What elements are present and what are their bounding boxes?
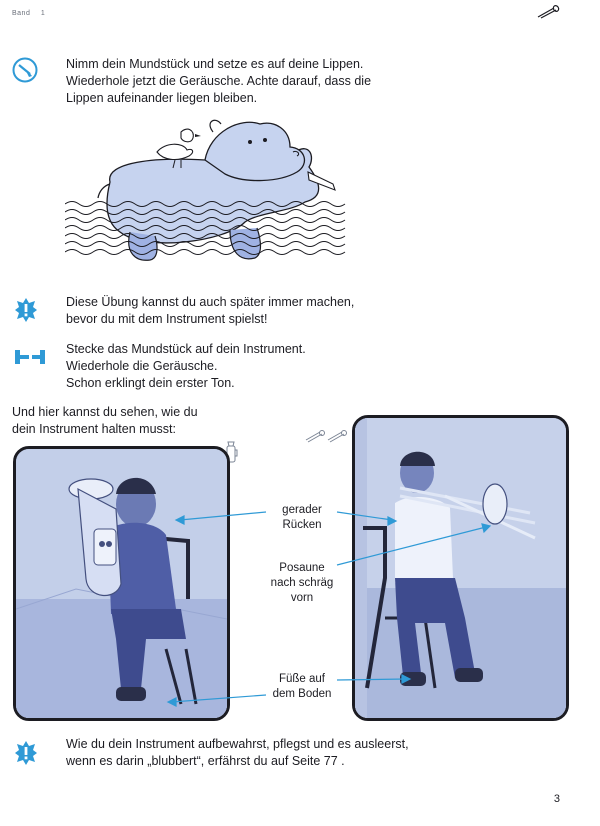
exclamation-icon (14, 740, 38, 771)
band-label: Band (12, 10, 31, 17)
label-line: vorn (290, 592, 314, 604)
text-line: Wiederhole jetzt die Geräusche. Achte darauf, dass die (66, 74, 372, 88)
label-line: gerader (282, 504, 322, 516)
text-line: wenn es darin „blubbert“, erfährst du auf Seite 77 . (66, 754, 345, 768)
band-number: 1 (40, 10, 46, 17)
text-line: bevor du mit dem Instrument spielst! (66, 312, 268, 326)
text-line: Wie du dein Instrument aufbewahrst, pflegst und es ausleerst, (66, 737, 409, 751)
text-line: Lippen aufeinander liegen bleiben. (66, 91, 258, 105)
text-line: Und hier kannst du sehen, wie du (12, 405, 198, 419)
text-line: Wiederhole die Geräusche. (66, 359, 218, 373)
text-line: Nimm dein Mundstück und setze es auf deine Lippen. (66, 57, 364, 71)
storage-reference-text (66, 736, 409, 770)
page-number: 3 (553, 793, 560, 805)
text-line: Diese Übung kannst du auch später immer machen, (66, 295, 355, 309)
text-line: Stecke das Mundstück auf dein Instrument. (66, 342, 306, 356)
trombone-label (252, 561, 352, 606)
feet-label (262, 672, 342, 702)
label-line: dem Boden (272, 688, 332, 700)
label-line: Rücken (282, 519, 322, 531)
text-line: dein Instrument halten musst: (12, 422, 176, 436)
label-line: Posaune (279, 562, 325, 574)
label-line: nach schräg (270, 577, 334, 589)
back-label (262, 503, 342, 533)
label-line: Füße auf (278, 673, 326, 685)
text-line: Schon erklingt dein erster Ton. (66, 376, 235, 390)
